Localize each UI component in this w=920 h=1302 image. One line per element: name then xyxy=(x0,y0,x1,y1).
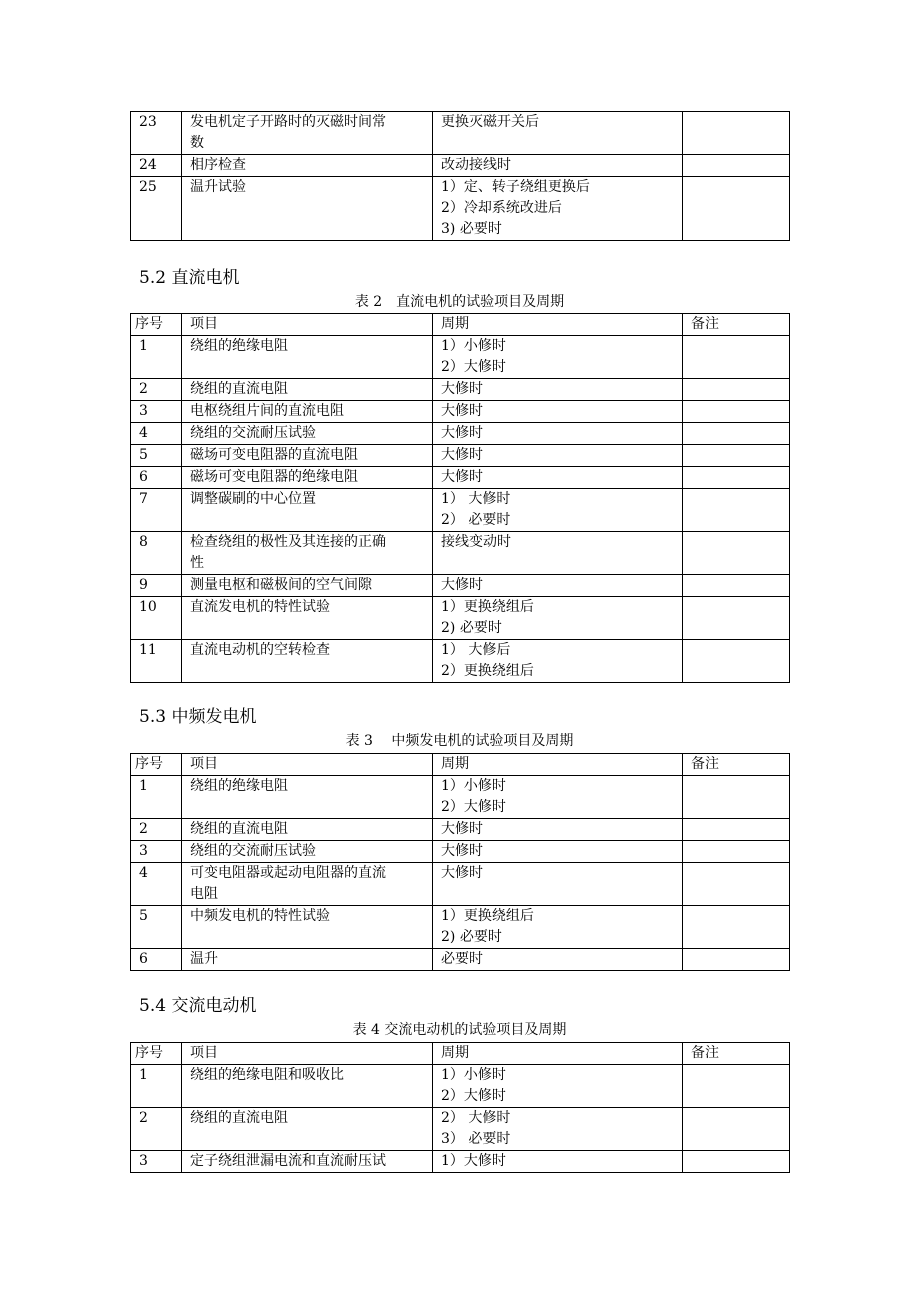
cell-note xyxy=(683,640,790,683)
table-row xyxy=(131,906,790,949)
cell-period: 1）更换绕组后 2) 必要时 xyxy=(433,906,683,949)
header-note: 备注 xyxy=(683,754,790,776)
table-row xyxy=(131,575,790,597)
table-4-body xyxy=(131,1065,790,1173)
table-3-body xyxy=(131,776,790,971)
cell-item: 直流电动机的空转检查 xyxy=(182,640,433,683)
cell-period: 大修时 xyxy=(433,423,683,445)
header-note: 备注 xyxy=(683,1043,790,1065)
section-heading-5-4: 5.4 交流电动机 xyxy=(139,996,257,1016)
section-heading-5-2: 5.2 直流电机 xyxy=(139,268,240,288)
table-header-row xyxy=(131,754,790,776)
cell-note xyxy=(683,575,790,597)
cell-period: 接线变动时 xyxy=(433,532,683,575)
table-row xyxy=(131,467,790,489)
cell-no: 2 xyxy=(131,379,182,401)
table-row xyxy=(131,863,790,906)
cell-no: 6 xyxy=(131,467,182,489)
cell-note xyxy=(683,155,790,177)
table-4-caption: 表 4 交流电动机的试验项目及周期 xyxy=(352,1022,567,1038)
header-item: 项目 xyxy=(182,754,433,776)
cell-no: 25 xyxy=(131,177,182,241)
table-header-row xyxy=(131,314,790,336)
table-row xyxy=(131,336,790,379)
cell-note xyxy=(683,532,790,575)
header-period: 周期 xyxy=(433,1043,683,1065)
cell-period: 1） 大修后 2）更换绕组后 xyxy=(433,640,683,683)
cell-note xyxy=(683,489,790,532)
table-row xyxy=(131,112,790,155)
cell-period: 2） 大修时 3） 必要时 xyxy=(433,1108,683,1151)
cell-period: 1） 大修时 2） 必要时 xyxy=(433,489,683,532)
table-row xyxy=(131,949,790,971)
table-row xyxy=(131,379,790,401)
cell-note xyxy=(683,177,790,241)
cell-item: 绕组的绝缘电阻 xyxy=(182,336,433,379)
cell-no: 5 xyxy=(131,445,182,467)
cell-note xyxy=(683,379,790,401)
cell-period: 大修时 xyxy=(433,863,683,906)
header-item: 项目 xyxy=(182,314,433,336)
table-row xyxy=(131,155,790,177)
cell-item: 调整碳刷的中心位置 xyxy=(182,489,433,532)
cell-note xyxy=(683,467,790,489)
table-1 xyxy=(130,111,790,241)
cell-no: 23 xyxy=(131,112,182,155)
cell-item: 磁场可变电阻器的绝缘电阻 xyxy=(182,467,433,489)
cell-note xyxy=(683,841,790,863)
cell-period: 1）小修时 2）大修时 xyxy=(433,776,683,819)
cell-item: 相序检查 xyxy=(182,155,433,177)
cell-period: 更换灭磁开关后 xyxy=(433,112,683,155)
cell-item: 磁场可变电阻器的直流电阻 xyxy=(182,445,433,467)
cell-period: 1）定、转子绕组更换后 2）冷却系统改进后 3) 必要时 xyxy=(433,177,683,241)
cell-item: 测量电枢和磁极间的空气间隙 xyxy=(182,575,433,597)
cell-period: 大修时 xyxy=(433,575,683,597)
table-row xyxy=(131,841,790,863)
table-4-block xyxy=(130,1042,789,1173)
section-heading-5-3: 5.3 中频发电机 xyxy=(139,707,257,727)
cell-item: 电枢绕组片间的直流电阻 xyxy=(182,401,433,423)
cell-note xyxy=(683,949,790,971)
table-2 xyxy=(130,313,790,683)
table-row xyxy=(131,1151,790,1173)
cell-no: 1 xyxy=(131,776,182,819)
cell-no: 5 xyxy=(131,906,182,949)
cell-period: 必要时 xyxy=(433,949,683,971)
cell-item: 绕组的直流电阻 xyxy=(182,819,433,841)
cell-item: 发电机定子开路时的灭磁时间常 数 xyxy=(182,112,433,155)
cell-note xyxy=(683,1108,790,1151)
table-row xyxy=(131,177,790,241)
cell-no: 11 xyxy=(131,640,182,683)
table-row xyxy=(131,445,790,467)
cell-note xyxy=(683,445,790,467)
cell-note xyxy=(683,1065,790,1108)
cell-period: 改动接线时 xyxy=(433,155,683,177)
cell-note xyxy=(683,863,790,906)
cell-item: 绕组的直流电阻 xyxy=(182,1108,433,1151)
cell-item: 直流发电机的特性试验 xyxy=(182,597,433,640)
cell-no: 4 xyxy=(131,423,182,445)
cell-note xyxy=(683,401,790,423)
cell-period: 1）大修时 xyxy=(433,1151,683,1173)
cell-item: 绕组的绝缘电阻 xyxy=(182,776,433,819)
table-row xyxy=(131,776,790,819)
cell-period: 1）小修时 2）大修时 xyxy=(433,336,683,379)
table-row xyxy=(131,597,790,640)
cell-period: 大修时 xyxy=(433,467,683,489)
cell-note xyxy=(683,336,790,379)
table-2-block xyxy=(130,313,789,683)
table-row xyxy=(131,489,790,532)
cell-no: 6 xyxy=(131,949,182,971)
cell-note xyxy=(683,597,790,640)
table-row xyxy=(131,532,790,575)
cell-item: 绕组的交流耐压试验 xyxy=(182,423,433,445)
cell-period: 1）小修时 2）大修时 xyxy=(433,1065,683,1108)
cell-period: 大修时 xyxy=(433,401,683,423)
cell-period: 大修时 xyxy=(433,841,683,863)
cell-item: 绕组的交流耐压试验 xyxy=(182,841,433,863)
table-row xyxy=(131,640,790,683)
header-note: 备注 xyxy=(683,314,790,336)
table-2-body xyxy=(131,336,790,683)
cell-period: 大修时 xyxy=(433,819,683,841)
cell-period: 1）更换绕组后 2) 必要时 xyxy=(433,597,683,640)
table-row xyxy=(131,401,790,423)
cell-no: 3 xyxy=(131,401,182,423)
cell-note xyxy=(683,112,790,155)
cell-no: 1 xyxy=(131,1065,182,1108)
table-row xyxy=(131,423,790,445)
cell-no: 3 xyxy=(131,1151,182,1173)
cell-no: 8 xyxy=(131,532,182,575)
cell-item: 中频发电机的特性试验 xyxy=(182,906,433,949)
cell-no: 2 xyxy=(131,1108,182,1151)
table-1-continued xyxy=(130,111,789,241)
table-row xyxy=(131,819,790,841)
table-2-caption: 表 2 直流电机的试验项目及周期 xyxy=(354,294,565,310)
header-period: 周期 xyxy=(433,754,683,776)
cell-no: 24 xyxy=(131,155,182,177)
cell-no: 7 xyxy=(131,489,182,532)
cell-item: 定子绕组泄漏电流和直流耐压试 xyxy=(182,1151,433,1173)
header-no: 序号 xyxy=(131,1043,182,1065)
cell-note xyxy=(683,819,790,841)
table-3 xyxy=(130,753,790,971)
cell-no: 1 xyxy=(131,336,182,379)
table-4 xyxy=(130,1042,790,1173)
table-row xyxy=(131,1065,790,1108)
cell-item: 绕组的直流电阻 xyxy=(182,379,433,401)
header-period: 周期 xyxy=(433,314,683,336)
header-item: 项目 xyxy=(182,1043,433,1065)
table-row xyxy=(131,1108,790,1151)
table-3-caption: 表 3 中频发电机的试验项目及周期 xyxy=(345,733,574,749)
header-no: 序号 xyxy=(131,314,182,336)
cell-no: 9 xyxy=(131,575,182,597)
cell-no: 4 xyxy=(131,863,182,906)
cell-item: 检查绕组的极性及其连接的正确 性 xyxy=(182,532,433,575)
cell-note xyxy=(683,423,790,445)
cell-item: 温升 xyxy=(182,949,433,971)
cell-no: 2 xyxy=(131,819,182,841)
cell-note xyxy=(683,1151,790,1173)
cell-item: 可变电阻器或起动电阻器的直流 电阻 xyxy=(182,863,433,906)
cell-no: 3 xyxy=(131,841,182,863)
cell-no: 10 xyxy=(131,597,182,640)
cell-item: 温升试验 xyxy=(182,177,433,241)
cell-note xyxy=(683,776,790,819)
cell-period: 大修时 xyxy=(433,445,683,467)
cell-period: 大修时 xyxy=(433,379,683,401)
cell-item: 绕组的绝缘电阻和吸收比 xyxy=(182,1065,433,1108)
header-no: 序号 xyxy=(131,754,182,776)
table-1-body xyxy=(131,112,790,241)
cell-note xyxy=(683,906,790,949)
table-header-row xyxy=(131,1043,790,1065)
table-3-block xyxy=(130,753,789,971)
